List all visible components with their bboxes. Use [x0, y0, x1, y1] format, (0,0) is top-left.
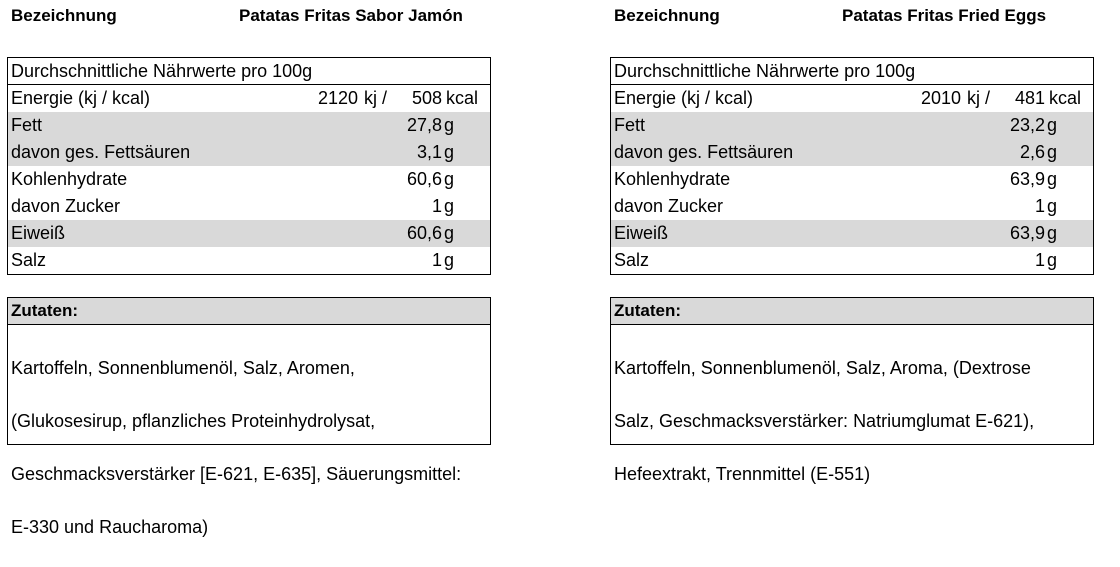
energy-kcal-value: 508 — [411, 88, 442, 108]
nutrition-title: Durchschnittliche Nährwerte pro 100g — [11, 61, 313, 81]
nutrition-row-sugar — [8, 193, 490, 220]
nutrient-value: 1 — [1034, 196, 1045, 216]
nutrition-row-sugar — [611, 193, 1093, 220]
nutrient-unit: g — [444, 250, 455, 270]
energy-kj-value: 2010 — [920, 88, 961, 108]
nutrient-label: davon Zucker — [11, 196, 121, 216]
nutrient-value: 27,8 — [406, 115, 442, 135]
nutrient-label: Salz — [11, 250, 47, 270]
ingredients-line: (Glukosesirup, pflanzliches Proteinhydrolysat, — [11, 410, 376, 431]
nutrition-row-saturated-fat — [8, 139, 490, 166]
product-header — [614, 6, 1094, 28]
nutrition-row-salt — [611, 247, 1093, 274]
nutrient-unit: g — [444, 169, 455, 189]
designation-label: Bezeichnung — [614, 6, 720, 25]
nutrient-unit: g — [1047, 115, 1058, 135]
energy-kcal-unit: kcal — [1049, 88, 1082, 108]
nutrient-value: 23,2 — [1009, 115, 1045, 135]
ingredients-box — [7, 297, 491, 537]
energy-row — [8, 85, 490, 112]
ingredients-text — [611, 325, 1093, 514]
nutrition-row-saturated-fat — [611, 139, 1093, 166]
nutrient-value: 63,9 — [1009, 223, 1045, 243]
ingredients-text — [8, 325, 490, 567]
nutrition-row-salt — [8, 247, 490, 274]
nutrition-row-protein — [611, 220, 1093, 247]
energy-kcal-value: 481 — [1014, 88, 1045, 108]
nutrition-row-protein — [8, 220, 490, 247]
ingredients-line: Kartoffeln, Sonnenblumenöl, Salz, Aromen, — [11, 357, 355, 378]
nutrition-title: Durchschnittliche Nährwerte pro 100g — [614, 61, 916, 81]
nutrient-label: davon ges. Fettsäuren — [614, 142, 794, 162]
nutrient-unit: g — [1047, 250, 1058, 270]
nutrient-label: Fett — [11, 115, 43, 135]
nutrition-row-fat — [611, 112, 1093, 139]
nutrient-value: 60,6 — [406, 169, 442, 189]
ingredients-line: E-330 und Raucharoma) — [11, 516, 209, 537]
designation-label: Bezeichnung — [11, 6, 117, 25]
nutrition-title-row — [611, 58, 1093, 85]
nutrient-value: 63,9 — [1009, 169, 1045, 189]
product-header — [11, 6, 491, 28]
ingredients-title: Zutaten: — [8, 298, 490, 325]
nutrient-unit: g — [1047, 196, 1058, 216]
ingredients-box — [610, 297, 1094, 484]
ingredients-line: Kartoffeln, Sonnenblumenöl, Salz, Aroma, (Dextrose — [614, 357, 1031, 378]
energy-kcal-unit: kcal — [446, 88, 479, 108]
nutrient-label: Eiweiß — [11, 223, 66, 243]
ingredients-title: Zutaten: — [611, 298, 1093, 325]
nutrient-value: 1 — [431, 250, 442, 270]
nutrient-label: davon Zucker — [614, 196, 724, 216]
nutrition-row-fat — [8, 112, 490, 139]
nutrient-label: Kohlenhydrate — [11, 169, 128, 189]
nutrient-unit: g — [1047, 142, 1058, 162]
energy-kj-unit: kj / — [967, 88, 991, 108]
ingredients-line: Hefeextrakt, Trennmittel (E-551) — [614, 463, 871, 484]
nutrient-value: 3,1 — [416, 142, 442, 162]
nutrition-table — [7, 57, 491, 275]
product-name: Patatas Fritas Fried Eggs — [842, 6, 1047, 25]
nutrition-row-carbohydrates — [8, 166, 490, 193]
ingredients-line: Salz, Geschmacksverstärker: Natriumglumat E-621), — [614, 410, 1035, 431]
energy-label: Energie (kj / kcal) — [11, 88, 151, 108]
nutrient-label: Fett — [614, 115, 646, 135]
nutrient-label: Salz — [614, 250, 650, 270]
energy-row — [611, 85, 1093, 112]
nutrition-table — [610, 57, 1094, 275]
nutrient-label: Kohlenhydrate — [614, 169, 731, 189]
nutrient-unit: g — [444, 142, 455, 162]
nutrition-title-row — [8, 58, 490, 85]
nutrient-value: 1 — [431, 196, 442, 216]
nutrient-value: 60,6 — [406, 223, 442, 243]
nutrition-row-carbohydrates — [611, 166, 1093, 193]
energy-kj-value: 2120 — [317, 88, 358, 108]
nutrient-unit: g — [444, 196, 455, 216]
energy-kj-unit: kj / — [364, 88, 388, 108]
nutrient-label: Eiweiß — [614, 223, 669, 243]
nutrient-value: 1 — [1034, 250, 1045, 270]
nutrient-unit: g — [1047, 169, 1058, 189]
product-name: Patatas Fritas Sabor Jamón — [239, 6, 463, 25]
nutrient-unit: g — [444, 115, 455, 135]
nutrient-unit: g — [444, 223, 455, 243]
nutrient-label: davon ges. Fettsäuren — [11, 142, 191, 162]
nutrient-value: 2,6 — [1019, 142, 1045, 162]
ingredients-line: Geschmacksverstärker [E-621, E-635], Säuerungsmittel: — [11, 463, 462, 484]
nutrient-unit: g — [1047, 223, 1058, 243]
energy-label: Energie (kj / kcal) — [614, 88, 754, 108]
